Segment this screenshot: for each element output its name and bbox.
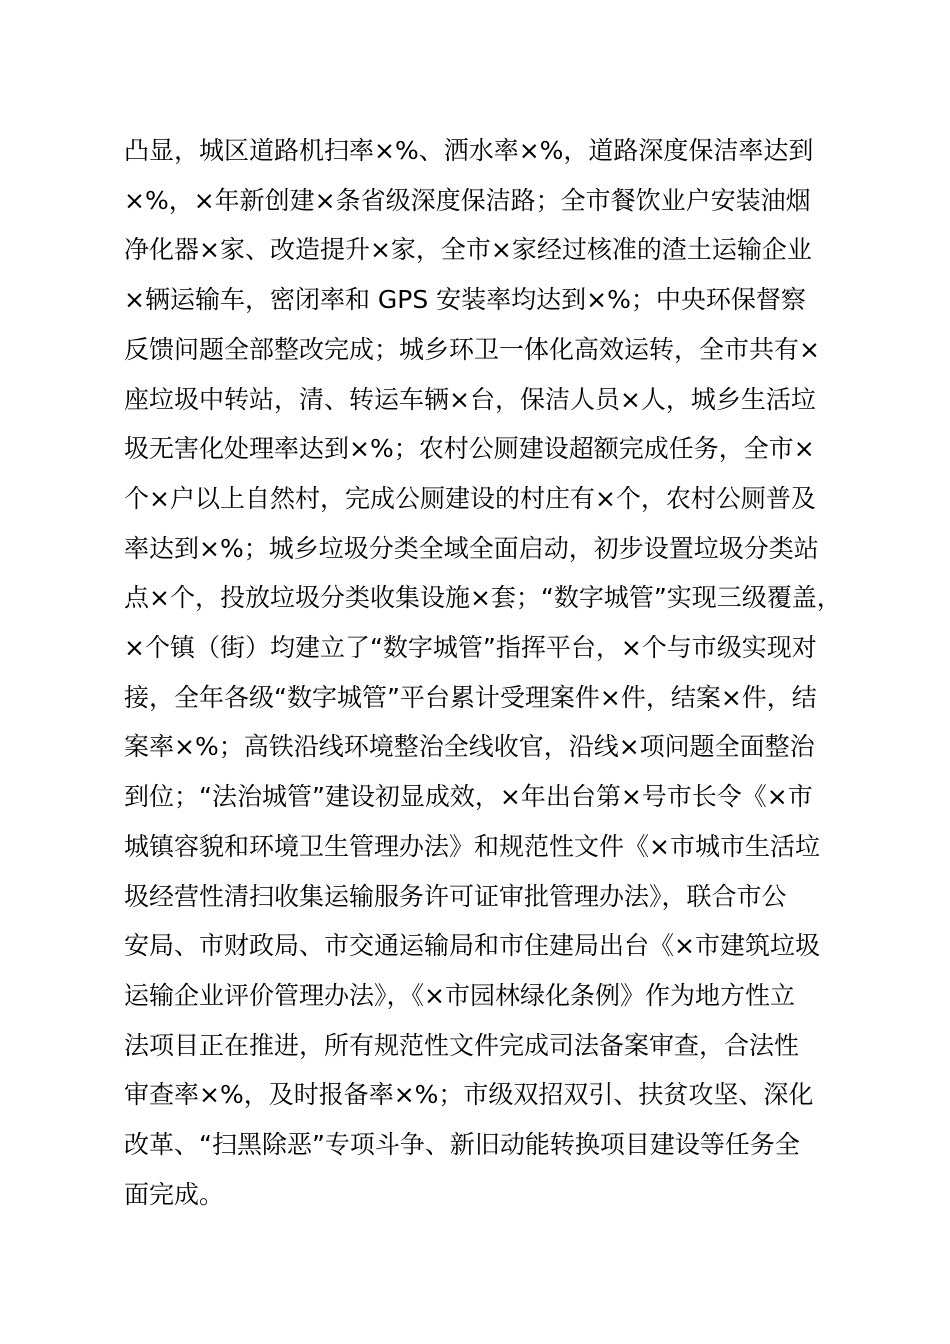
- text-line: ×%，×年新创建×条省级深度保洁路；全市餐饮业户安装油烟: [124, 185, 811, 215]
- text-line: 反馈问题全部整改完成；城乡环卫一体化高效运转，全市共有×: [124, 334, 820, 364]
- text-line: 净化器×家、改造提升×家，全市×家经过核准的渣土运输企业: [124, 235, 812, 265]
- text-line: 法项目正在推进，所有规范性文件完成司法备案审查，合法性: [124, 1030, 800, 1060]
- text-line: 凸显，城区道路机扫率×%、洒水率×%，道路深度保洁率达到: [124, 136, 814, 165]
- text-line: 率达到×%；城乡垃圾分类全域全面启动，初步设置垃圾分类站: [124, 533, 819, 563]
- text-line: 接，全年各级“数字城管”平台累计受理案件×件，结案×件，结: [124, 682, 817, 712]
- text-line: 点×个，投放垃圾分类收集设施×套；“数字城管”实现三级覆盖，: [124, 583, 842, 613]
- text-line: 运输企业评价管理办法》，《×市园林绿化条例》作为地方性立: [124, 980, 795, 1010]
- text-line: ×辆运输车，密闭率和 GPS 安装率均达到×%；中央环保督察: [124, 285, 806, 315]
- text-line: 面完成。: [124, 1179, 225, 1209]
- text-line: 城镇容貌和环境卫生管理办法》和规范性文件《×市城市生活垃: [124, 831, 820, 861]
- body-paragraph: [124, 126, 864, 1219]
- text-line: 座垃圾中转站，清、转运车辆×台，保洁人员×人，城乡生活垃: [124, 384, 816, 414]
- text-line: 审查率×%，及时报备率×%；市级双招双引、扶贫攻坚、深化: [124, 1080, 814, 1110]
- text-line: 个×户以上自然村，完成公厕建设的村庄有×个，农村公厕普及: [124, 483, 816, 513]
- text-line: ×个镇（街）均建立了“数字城管”指挥平台，×个与市级实现对: [124, 633, 817, 663]
- text-line: 安局、市财政局、市交通运输局和市住建局出台《×市建筑垃圾: [124, 931, 820, 961]
- text-line: 圾经营性清扫收集运输服务许可证审批管理办法》，联合市公: [124, 881, 787, 911]
- text-line: 圾无害化处理率达到×%；农村公厕建设超额完成任务，全市×: [124, 434, 815, 464]
- text-line: 案率×%；高铁沿线环境整治全线收官，沿线×项问题全面整治: [124, 732, 815, 762]
- text-line: 改革、“扫黑除恶”专项斗争、新旧动能转换项目建设等任务全: [124, 1130, 800, 1160]
- text-line: 到位；“法治城管”建设初显成效，×年出台第×号市长令《×市: [124, 782, 813, 812]
